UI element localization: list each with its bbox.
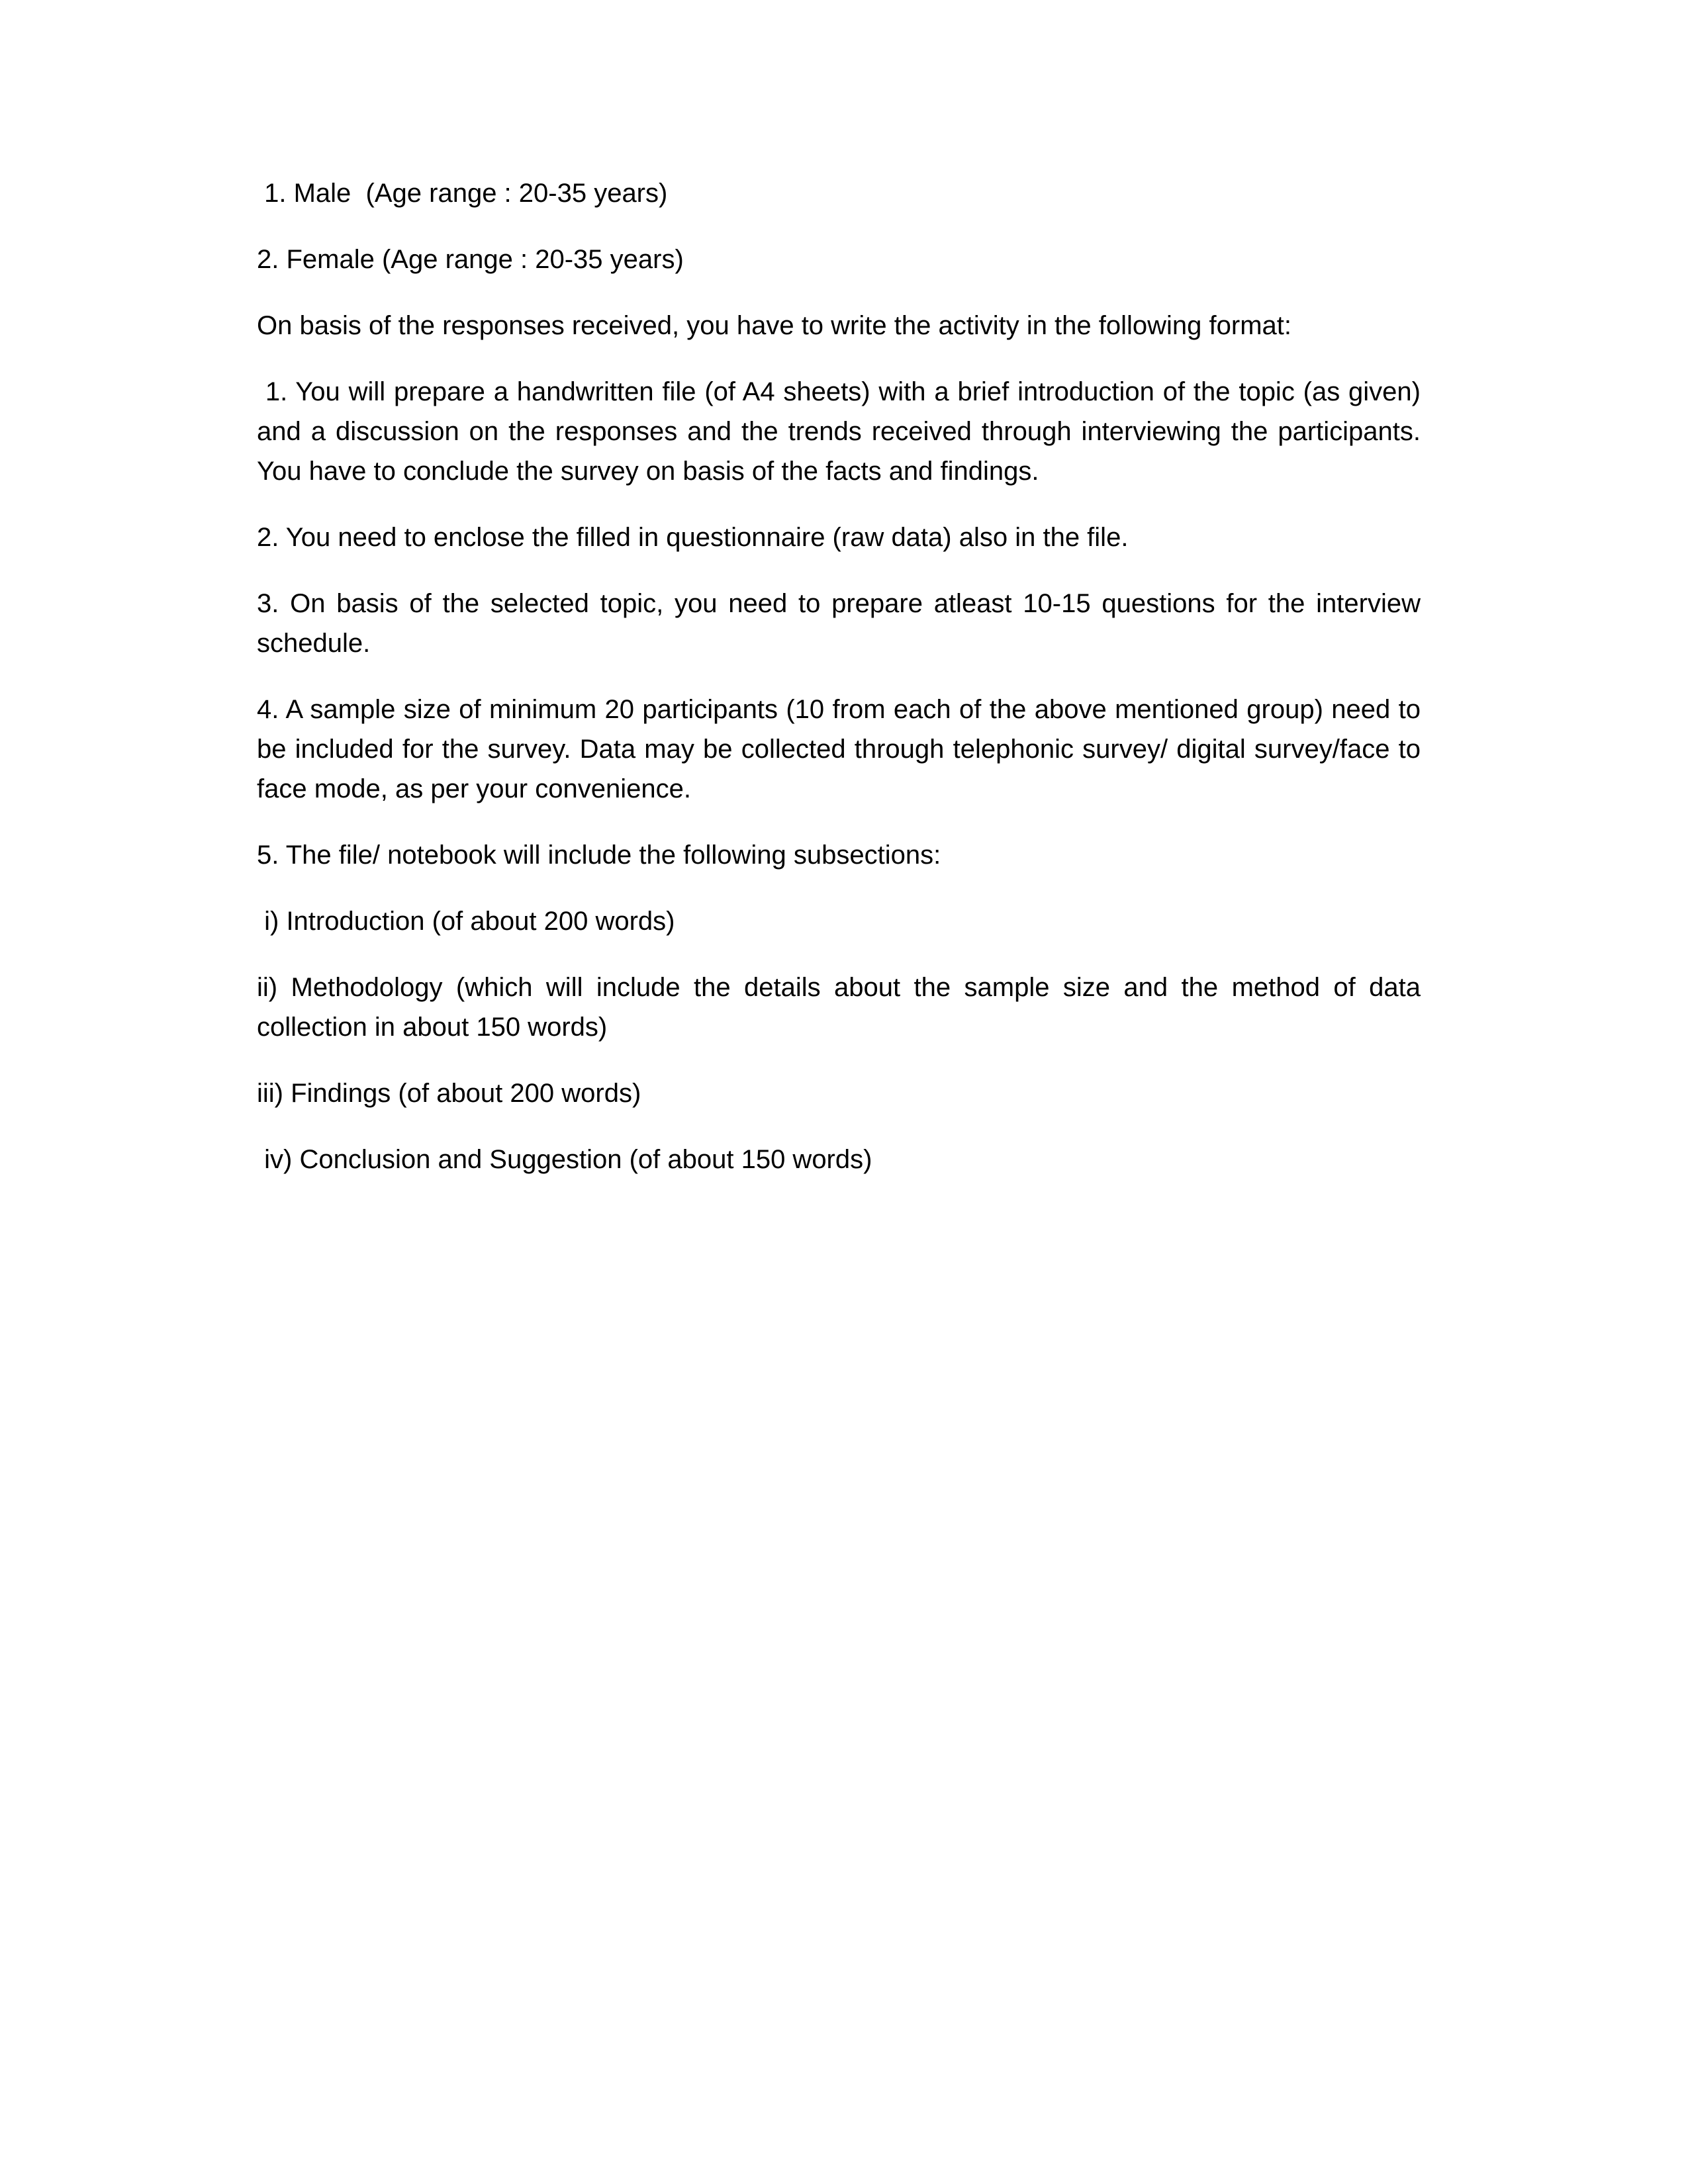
- paragraph-subsection-iv-conclusion: iv) Conclusion and Suggestion (of about 150 words): [257, 1145, 872, 1174]
- paragraph-step-2: 2. You need to enclose the filled in questionnaire (raw data) also in the file.: [257, 523, 1129, 552]
- paragraph-subsection-iii-findings: iii) Findings (of about 200 words): [257, 1079, 641, 1108]
- paragraph-subsection-ii-methodology: ii) Methodology (which will include the details about the sample size and the method of data collection in about 150 words): [257, 973, 1429, 1042]
- paragraph-intro-format: On basis of the responses received, you have to write the activity in the following format:: [257, 311, 1292, 340]
- paragraph-step-5: 5. The file/ notebook will include the following subsections:: [257, 841, 941, 870]
- paragraph-subsection-i-introduction: i) Introduction (of about 200 words): [257, 907, 675, 936]
- paragraph-step-1: 1. You will prepare a handwritten file (of A4 sheets) with a brief introduction of the topic (as given) and a discussion on the responses and the trends received through interviewing the participants. You have to conclude the survey on basis of the facts and findings.: [257, 377, 1429, 486]
- paragraph-group-male: 1. Male (Age range : 20-35 years): [257, 179, 668, 208]
- paragraph-step-4: 4. A sample size of minimum 20 participants (10 from each of the above mentioned group) need to be included for the survey. Data may be collected through telephonic survey/ digital survey/face to face mode, as per your convenience.: [257, 695, 1429, 803]
- paragraph-group-female: 2. Female (Age range : 20-35 years): [257, 245, 684, 274]
- document-body: [257, 173, 1429, 1179]
- paragraph-step-3: 3. On basis of the selected topic, you need to prepare atleast 10-15 questions for the interview schedule.: [257, 589, 1429, 658]
